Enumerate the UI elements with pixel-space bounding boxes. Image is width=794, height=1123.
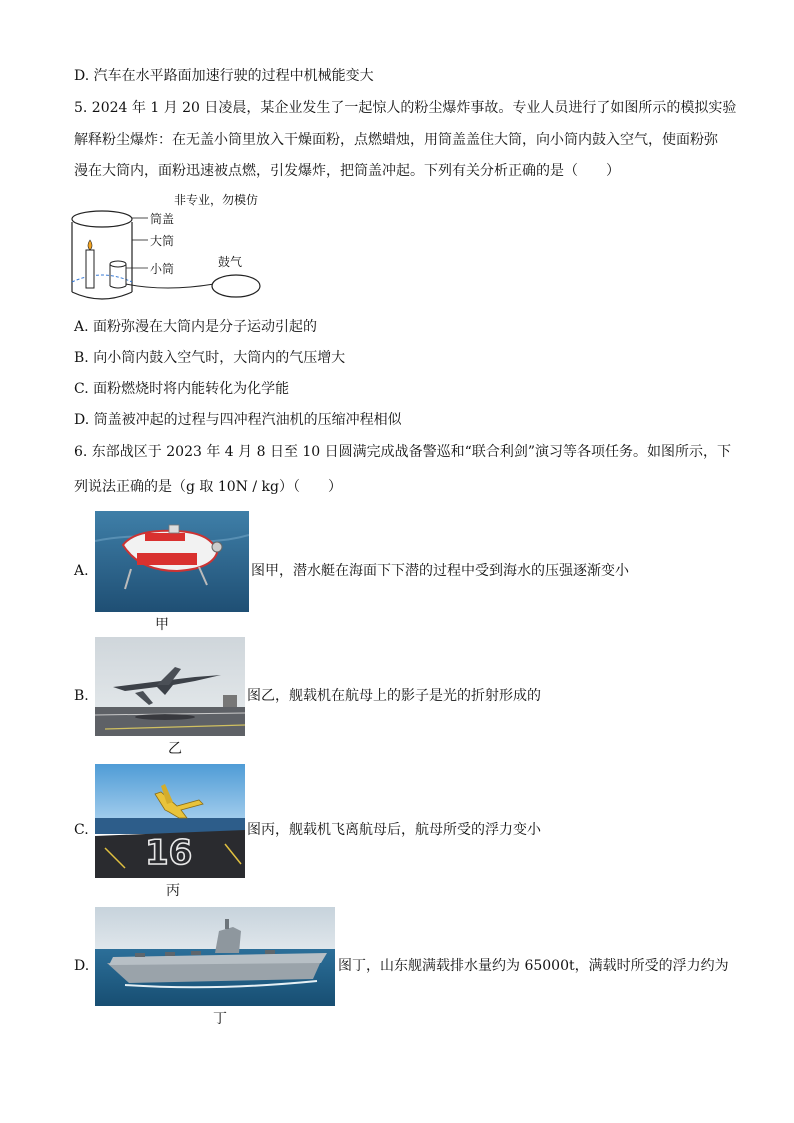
q5-option-d[interactable]: D. 筒盖被冲起的过程与四冲程汽油机的压缩冲程相似 (74, 412, 402, 428)
prev-option-d: D. 汽车在水平路面加速行驶的过程中机械能变大 (74, 68, 374, 84)
flame-icon (88, 240, 92, 250)
caption-jia: 甲 (155, 617, 169, 633)
deck-number: 16 (145, 833, 193, 873)
q5-stem-line1: 5. 2024 年 1 月 20 日凌晨，某企业发生了一起惊人的粉尘爆炸事故。专业人员进行了如图所示的模拟实验 (74, 100, 737, 116)
q5-stem-line3: 漫在大筒内，面粉迅速被点燃，引发爆炸，把筒盖冲起。下列有关分析正确的是（ ） (74, 163, 620, 179)
q6-option-d-text[interactable]: 图丁，山东舰满载排水量约为 65000t，满载时所受的浮力约为 (338, 958, 729, 974)
q6-option-c-letter[interactable]: C. (74, 822, 89, 838)
aircraft-carrier-photo (95, 907, 335, 1006)
q6-stem-line1: 6. 东部战区于 2023 年 4 月 8 日至 10 日圆满完成战备警巡和“联合利剑”演习等各项任务。如图所示，下 (74, 444, 731, 460)
caption-bing: 丙 (166, 883, 180, 899)
lid-ellipse (72, 211, 132, 227)
diagram-note: 非专业，勿模仿 (174, 193, 259, 207)
air-tube (126, 284, 214, 288)
q6-option-a-letter[interactable]: A. (74, 563, 89, 579)
label-big-cylinder: 大筒 (150, 234, 175, 248)
caption-ding: 丁 (213, 1011, 227, 1027)
label-small-cylinder: 小筒 (150, 262, 175, 276)
q6-option-b-letter[interactable]: B. (74, 688, 89, 704)
q6-option-d-letter[interactable]: D. (74, 958, 90, 974)
q5-option-b[interactable]: B. 向小筒内鼓入空气时，大筒内的气压增大 (74, 350, 346, 366)
q6-option-a-text[interactable]: 图甲，潜水艇在海面下下潜的过程中受到海水的压强逐渐变小 (251, 563, 629, 579)
small-cylinder (110, 286, 126, 288)
label-lid: 筒盖 (150, 212, 175, 226)
q6-option-c-text[interactable]: 图丙，舰载机飞离航母后，航母所受的浮力变小 (247, 822, 541, 838)
carrier-jet-shadow-photo (95, 637, 245, 736)
air-bulb (212, 275, 260, 297)
q5-option-c[interactable]: C. 面粉燃烧时将内能转化为化学能 (74, 381, 290, 397)
label-blow-air: 鼓气 (218, 255, 243, 269)
q5-stem-line2: 解释粉尘爆炸：在无盖小筒里放入干燥面粉，点燃蜡烛，用筒盖盖住大筒，向小筒内鼓入空气，使面粉弥 (74, 132, 718, 148)
submarine-photo (95, 511, 249, 612)
dust-explosion-diagram (66, 188, 286, 308)
dust-level-line (72, 275, 132, 282)
candle (86, 250, 94, 288)
q6-option-b-text[interactable]: 图乙，舰载机在航母上的影子是光的折射形成的 (247, 688, 541, 704)
q6-stem-line2: 列说法正确的是（g 取 10N / kg）（ ） (74, 479, 342, 495)
carrier-takeoff-photo (95, 764, 245, 878)
caption-yi: 乙 (168, 741, 182, 757)
q5-option-a[interactable]: A. 面粉弥漫在大筒内是分子运动引起的 (74, 319, 318, 335)
